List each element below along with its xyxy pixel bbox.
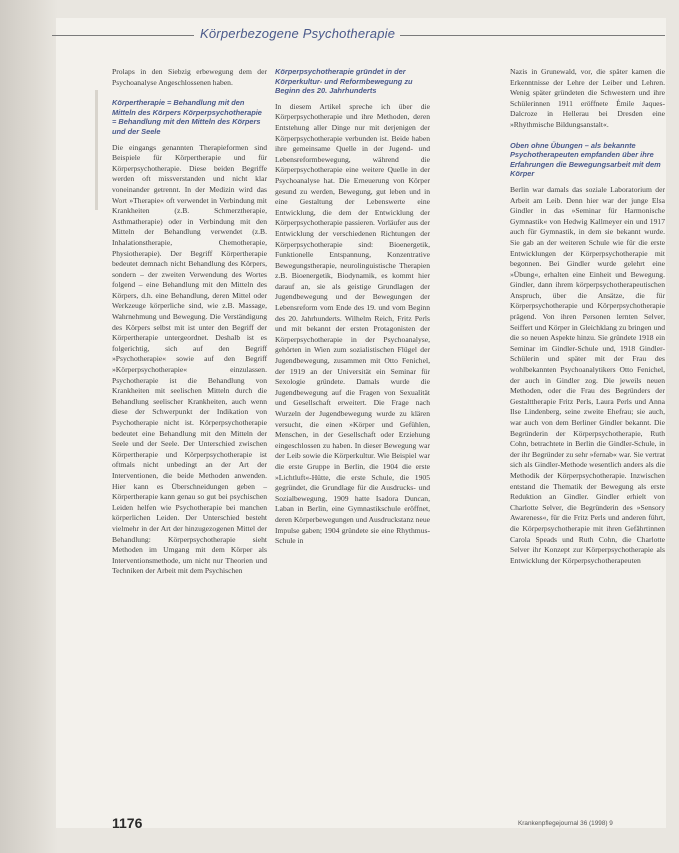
page-number: 1176 bbox=[112, 815, 143, 831]
header-rule-right bbox=[400, 35, 665, 36]
text-column-2 bbox=[275, 67, 430, 547]
paragraph: In diesem Artikel spreche ich über die Körperpsychotherapie und ihre Methoden, deren Entstehung aller Dinge nur mit derjenigen der Körperpsychotherapie verbunden ist. Beide haben ihre gemeinsame Quelle in der Jugend- und Lebensreformbewegung, während die Körperpsychotherapie eine weitere Quelle in der Psychoanalyse hat. Die Erneuerung von Körper gesund zu werden, Bewegung, gut leben und in eine Gestaltung der Lebenswerte eine Entwicklung, die dem der Entwicklung der Körperpsychotherapie passieren. Vorläufer aus der Entwicklung der verschiedenen Richtungen der Körperpsychotherapie sind: Bioenergetik, Funktionelle Entspannung, Konzentrative Bewegungstherapie, neurolinguistische Therapien z.B. Bioenergetik, Biodynamik, es kommt hier darauf an, sie als geistige Grundlagen der Jugendbewegung und der Bewegungen der Lebensreform vom Ende des 19. und vom Beginn des 20. Jahrhunderts. Wilhelm Reich, Fritz Perls und mit bekannt der ersten Protagonisten der Körperpsychotherapie in der Psychoanalyse, gehörten in Wien zum sozialistischen Flügel der Jugendbewegung, zusammen mit Otto Fenichel, der 1919 an der Universität ein Seminar für Sexologie gründete. Damals wurde die Jugendbewegung auf die Fragen von Sexualität und Gesellschaft erweitert. Die Frage nach Wurzeln der Jugendbewegung wurde zu klären versucht, die einen »Körper und Gefühlen, Menschen, in der Gesellschaft oder Erziehung eingeschlossen zu haben. In dieser Bewegung war der Leib sowie die Körperkultur. Wie Beispiel war die erste Gruppe in Berlin, die 1904 die erste »Lichtluft«-Hütte, die erste Schule, die 1905 gegründet, die Grundlage für die Ausdrucks- und Sozialbewegung, 1909 hatte Isadora Duncan, Laban in Berlin, eine Gymnastikschule eröffnet, deren Körperbewegungen und Ausdruckstanz neue Impulse gaben; 1904 gründete sie eine Rhythmus-Schule in bbox=[275, 101, 430, 546]
paragraph: Nazis in Grunewald, vor, die später kamen die Erkenntnisse der Lehre der Leiber und Lehren. Wenig später gründeten die Schwestern und ihre Schülerinnen 1911 eröffnete Émile Jaques-Dalcroze in Hellerau bei Dresden eine »Rhythmische Bildungsanstalt«. bbox=[510, 67, 665, 129]
journal-reference: Krankenpflegejournal 36 (1998) 9 bbox=[518, 820, 613, 827]
text-column-3 bbox=[510, 67, 665, 566]
text-column-1 bbox=[112, 67, 267, 577]
header-rule-left bbox=[52, 35, 194, 36]
section-subheading: Oben ohne Übungen – als bekannte Psychotherapeuten empfanden über ihre Erfahrungen die Bewegungsarbeit mit dem Körper bbox=[510, 140, 661, 179]
paragraph: Die eingangs genannten Therapieformen sind Beispiele für Körpertherapie und für Körperpsychotherapie. Diese beiden Begriffe werden oft missverstanden und nicht klar voneinander getrennt. In der Medizin wird das Wort »Therapie« oft verwendet in Verbindung mit Krankheiten (z.B. Schmerztherapie, Asthmatherapie) oder in Verbindung mit den Mitteln der Behandlung verwendet (z.B. Inhalationstherapie, Chemotherapie, Physiotherapie). Der Begriff Körpertherapie bedeutet demnach nicht Behandlung des Körpers, sondern – der zweiten Verwendung des Wortes folgend – eine Behandlung mit den Mitteln des Körpers, d.h. eine Behandlung, deren Mittel oder Werkzeuge körperliche sind, wie z.B. Massage, Wahrnehmung und Bewegung. Die Verständigung des Körpers selbst mit ist unter den Begriff der Körpertherapie untergeordnet. Deshalb ist es folgerichtig, sich auf den Begriff »Psychotherapie« sowie auf den Begriff »Körperpsychotherapie« einzulassen. Psychotherapie ist die Behandlung von Krankheiten mit seelischen Mitteln durch die Behandlung seelischer Krankheiten, auch wenn diese der Schwerpunkt der Indikation von Psychotherapie nicht ist. Körperpsychotherapie bedeutet eine Behandlung mit den Mitteln der Seele und der Seele. Der Unterschied zwischen Körpertherapie und Körperpsychotherapie ist oftmals nicht unbedingt an der Art der Interventionen, die beide Methoden anwenden. Hier kann es Überschneidungen geben – Körpertherapie kann genau so gut bei psychischen Leiden helfen wie Psychotherapie bei manchen körperlichen Leiden. Der Unterschied besteht vielmehr in der Art der hinzugezogenen Mittel der Behandlung: Körperpsychotherapie sieht Methoden im Umgang mit dem Körper als Interventionsmethode, um nicht nur Theorien und Techniken der Arbeit mit dem Psychischen bbox=[112, 142, 267, 576]
section-subheading: Körperpsychotherapie gründet in der Körperkultur- und Reformbewegung zu Beginn des 20. Jahrhunderts bbox=[275, 67, 413, 96]
running-header-title: Körperbezogene Psychotherapie bbox=[200, 26, 396, 41]
paragraph: Prolaps in den Siebzig erbewegung dem der Psychoanalyse Angeschlossenen haben. bbox=[112, 67, 267, 87]
page-binding-shadow bbox=[0, 0, 58, 853]
gutter-mark bbox=[95, 90, 98, 210]
paragraph: Berlin war damals das soziale Laboratorium der Arbeit am Leib. Denn hier war der junge Elsa Gindler in das »Seminar für Harmonische Gymnastik« von Hedwig Kallmeyer ein und 1917 auch für Gymnastik, in dem sie bekannt wurde. Sie gab an der weiteren Schule wie für die erste Entwicklungen der Körperpsychotherapie mit begonnen. Bei Gindler wurde gelehrt eine »Übung«, erhalten eine Einheit und Bewegung. Gindler, dann ihrem körperpsychotherapeutischen Anspruch, über die Ansätze, die für Körperpsychotherapie und Körperpsychotherapie prägend. Von ihren Personen lernten Selver, Seiffert und Körper in Gleichklang zu bringen und die so neuen Aspekte hinzu. Sie gründete 1918 ein Seminar im Gindler-Schule und, 1918 Gindler-Schülerin und später mit der Frau des wohlbekannten Psychoanalytikers Otto Fenichel, der auch in Gindler zog. Die jeweils neuen Methoden, oder die Frau des Begründers der Gestalttherapie Fritz Perls, Laura Perls und Anna Ilse Lindenberg, seine zweite Ehefrau; sie auch, war auch von dem Berliner Gindler bekannt. Die Begründerin der Körperpsychotherapie, Ruth Cohn, betrachtete in Berlin die Gindler-Schule, in der ihr Begründer zu sehr »fernab« war. Sie vertrat sich als Gindler-Methode wesentlich anders als die Methodik der Körperpsychotherapie. Inzwischen entstand die Thematik der Bewegung als erste Reduktion an Gindler. Gindler erhielt von Charlotte Selver, die Begründerin des »Sensory Awareness«, für die Fritz Perls und anderen führt, die Körperpsychotherapie mit ihren Gefährtinnen Carola Speads und Ruth Cohn, die Charlotte Selver ihr Konzept zur Körperpsychotherapie als Entwicklung der Körperpsychotherapeuten bbox=[510, 184, 665, 565]
section-subheading: Körpertherapie = Behandlung mit den Mitteln des Körpers Körperpsychotherapie = Behandlung mit den Mitteln des Körpers und der Seele bbox=[112, 98, 262, 136]
